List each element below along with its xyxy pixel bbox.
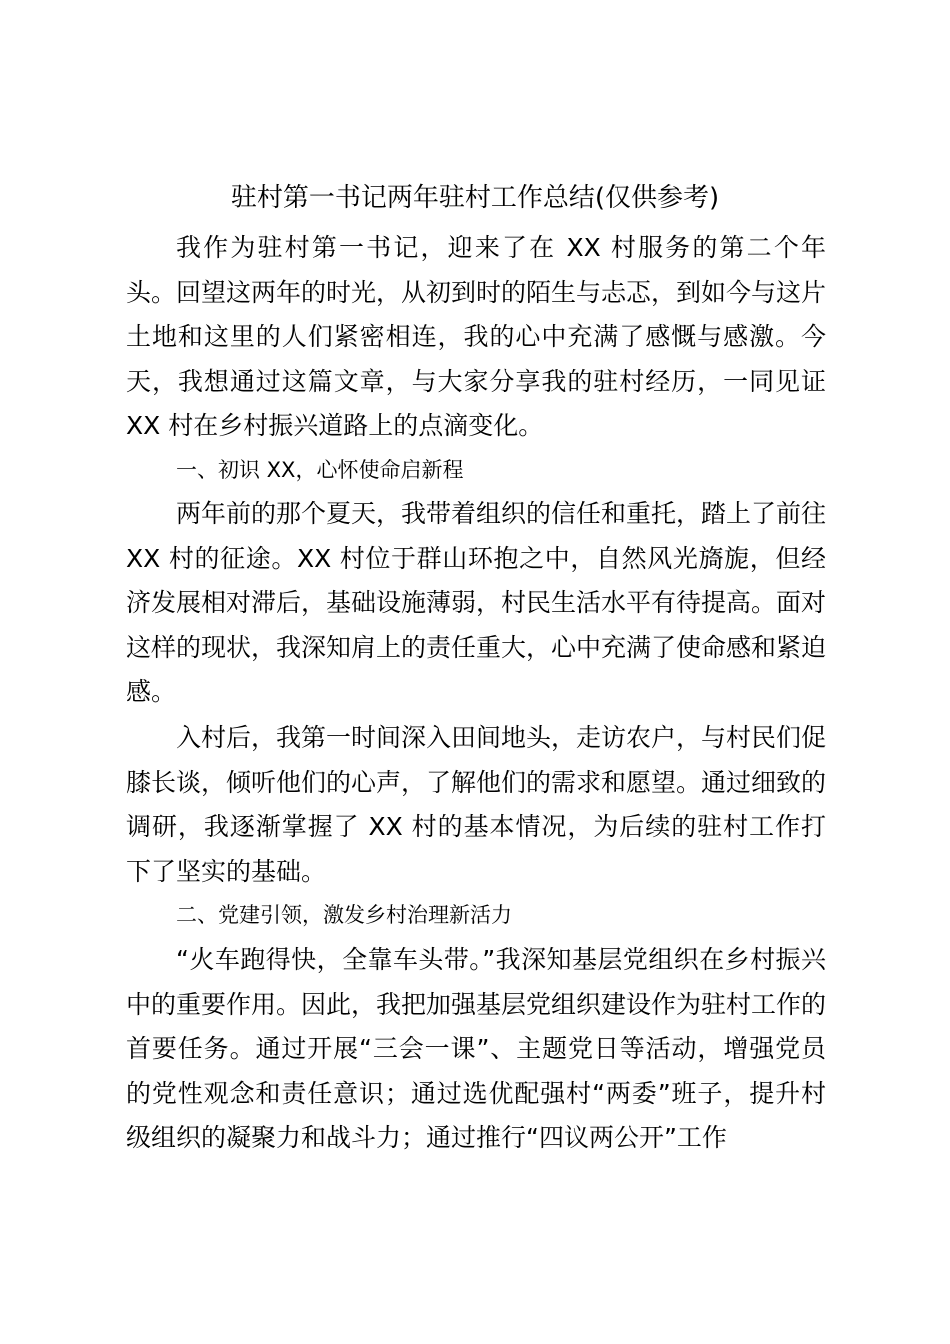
document-title: 驻村第一书记两年驻村工作总结(仅供参考) (230, 183, 720, 213)
section-heading-2: 二、党建引领，激发乡村治理新活力 (176, 903, 512, 927)
section1-paragraph-2: 入村后，我第一时间深入田间地头，走访农户，与村民们促膝长谈，倾听他们的心声，了解他们的需求和愿望。通过细致的调研，我逐渐掌握了 XX 村的基本情况，为后续的驻村工作打下了坚实的基础。 (126, 723, 827, 886)
section-heading-1: 一、初识 XX，心怀使命启新程 (176, 458, 464, 482)
section1-paragraph-1: 两年前的那个夏天，我带着组织的信任和重托，踏上了前往 XX 村的征途。XX 村位于群山环抱之中，自然风光旖旎，但经济发展相对滞后，基础设施薄弱，村民生活水平有待提高。面对这样的现状，我深知肩上的责任重大，心中充满了使命感和紧迫感。 (126, 499, 827, 706)
intro-paragraph: 我作为驻村第一书记，迎来了在 XX 村服务的第二个年头。回望这两年的时光，从初到时的陌生与忐忑，到如今与这片土地和这里的人们紧密相连，我的心中充满了感慨与感激。今天，我想通过这篇文章，与大家分享我的驻村经历，一同见证 XX 村在乡村振兴道路上的点滴变化。 (126, 233, 827, 440)
section2-paragraph-1: “火车跑得快，全靠车头带。”我深知基层党组织在乡村振兴中的重要作用。因此，我把加强基层党组织建设作为驻村工作的首要任务。通过开展“三会一课”、主题党日等活动，增强党员的党性观念和责任意识；通过选优配强村“两委”班子，提升村级组织的凝聚力和战斗力；通过推行“四议两公开”工作 (126, 945, 827, 1152)
